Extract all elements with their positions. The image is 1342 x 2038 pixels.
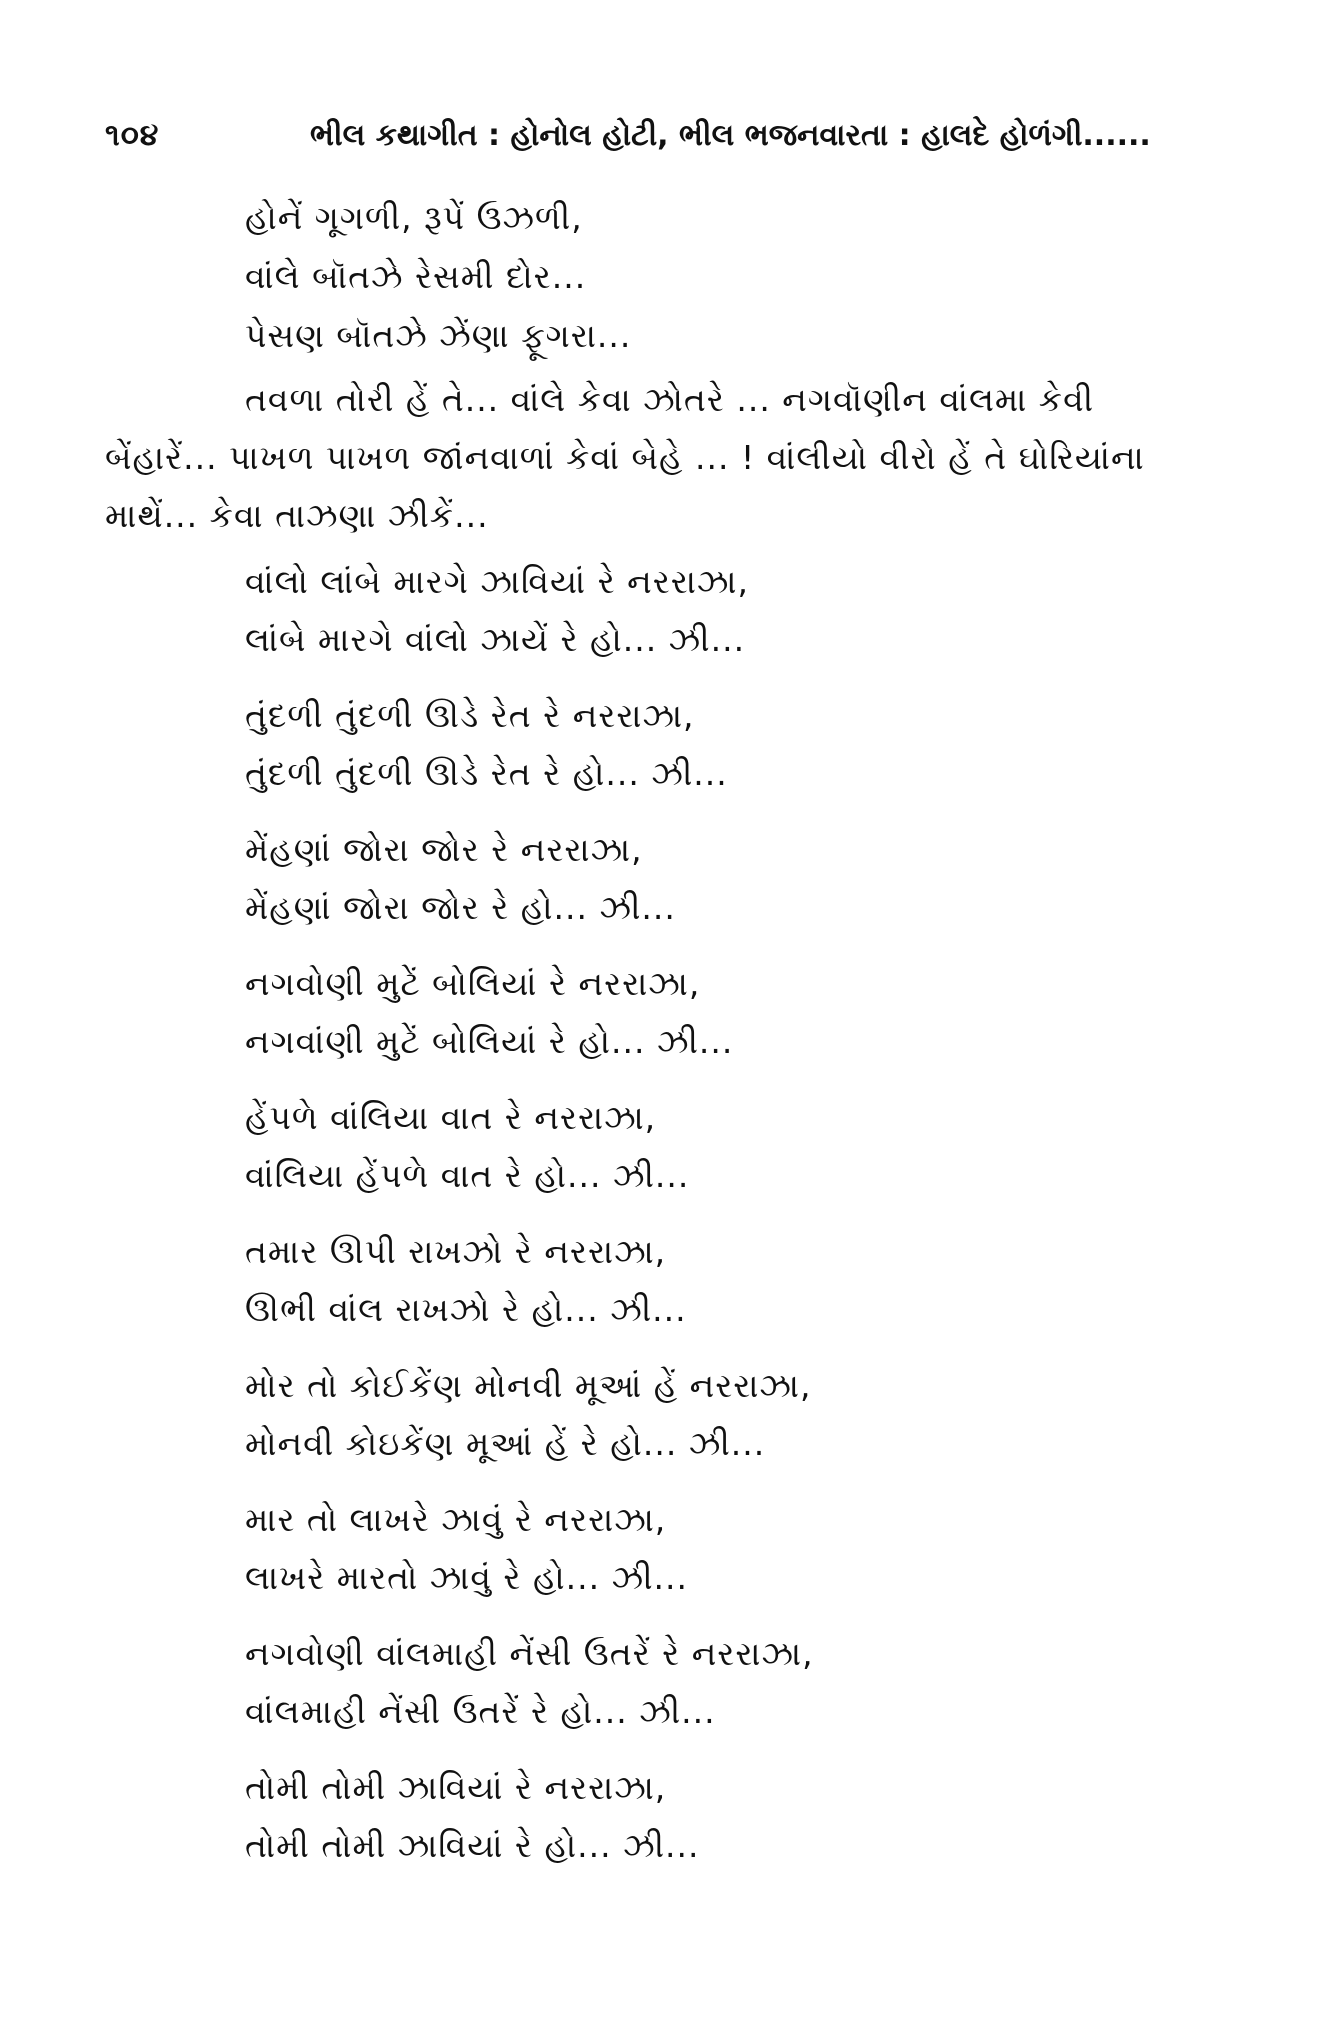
page-body — [105, 188, 1245, 1893]
stanza-refrain: વાંલમાહી નેંસી ઉતરેં રે હો... ઝી... — [245, 1692, 716, 1731]
opening-verse — [105, 188, 1245, 365]
song-stanza — [105, 1759, 1245, 1875]
verse-line: વાંલે બૉતઝે રેસમી દોર... — [245, 257, 587, 296]
stanza-refrain: તોમી તોમી ઝાવિયાં રે હો... ઝી... — [245, 1826, 700, 1865]
stanza-line: નગવોણી મુટેં બોલિયાં રે નરરાઝા, — [245, 964, 701, 1003]
song-stanza — [105, 553, 1245, 669]
song-stanza — [105, 821, 1245, 937]
running-title: ભીલ કથાગીત : હોનોલ હોટી, ભીલ ભજનવારતા : હાલદે હોળંગી...... — [310, 118, 1151, 153]
song-stanza — [105, 1491, 1245, 1607]
stanza-refrain: નગવાંણી મુટેં બોલિયાં રે હો... ઝી... — [245, 1022, 734, 1061]
verse-line: હોનેં ગૂગળી, રૂપેં ઉઝળી, — [245, 198, 583, 237]
stanza-line: માર તો લાખરે ઝાવું રે નરરાઝા, — [245, 1500, 667, 1539]
stanza-refrain: લાખરે મારતો ઝાવું રે હો... ઝી... — [245, 1558, 689, 1597]
stanza-line: હેંપળે વાંલિયા વાત રે નરરાઝા, — [245, 1098, 657, 1137]
stanza-line: મોર તો કોઈકેંણ મોનવી મૂઆં હેં નરરાઝા, — [245, 1366, 812, 1405]
stanza-line: તોમી તોમી ઝાવિયાં રે નરરાઝા, — [245, 1768, 667, 1807]
song-stanza — [105, 687, 1245, 803]
stanza-line: તુંદળી તુંદળી ઊડે રેત રે નરરાઝા, — [245, 696, 695, 735]
prose-paragraph — [105, 371, 1245, 545]
stanza-line: તમાર ઊપી રાખઝો રે નરરાઝા, — [245, 1232, 667, 1271]
stanza-line: વાંલો લાંબે મારગે ઝાવિયાં રે નરરાઝા, — [245, 562, 749, 601]
prose-line: તવળા તોરી હેં તે... વાંલે કેવા ઝોતરે ... નગવૉણીન વાંલમા કેવી — [245, 380, 1095, 419]
song-stanza — [105, 1223, 1245, 1339]
stanza-refrain: વાંલિયા હેંપળે વાત રે હો... ઝી... — [245, 1156, 690, 1195]
stanza-refrain: મેંહણાં જોરા જોર રે હો... ઝી... — [245, 888, 676, 927]
prose-line: બેંહારેં... પાખળ પાખળ જાંનવાળાં કેવાં બેહે ... ! વાંલીયો વીરો હેં તે ઘોરિયાંના — [105, 438, 1145, 477]
stanza-refrain: ઊભી વાંલ રાખઝો રે હો... ઝી... — [245, 1290, 687, 1329]
stanza-refrain: લાંબે મારગે વાંલો ઝાયેં રે હો... ઝી... — [245, 620, 746, 659]
stanza-refrain: મોનવી કોઇકેંણ મૂઆં હેં રે હો... ઝી... — [245, 1424, 766, 1463]
stanza-refrain: તુંદળી તુંદળી ઊડે રેત રે હો... ઝી... — [245, 754, 728, 793]
song-stanza — [105, 1625, 1245, 1741]
verse-line: પેસણ બૉતઝે ઝેંણા ફૂગરા... — [245, 316, 632, 355]
song-stanza — [105, 1089, 1245, 1205]
page-header — [105, 118, 1245, 168]
song-stanza — [105, 1357, 1245, 1473]
prose-line: માથેં... કેવા તાઝણા ઝીકેં... — [105, 496, 489, 535]
stanza-line: નગવોણી વાંલમાહી નેંસી ઉતરેં રે નરરાઝા, — [245, 1634, 814, 1673]
stanza-line: મેંહણાં જોરા જોર રે નરરાઝા, — [245, 830, 643, 869]
page-number: ૧૦૪ — [105, 118, 160, 153]
song-stanza — [105, 955, 1245, 1071]
